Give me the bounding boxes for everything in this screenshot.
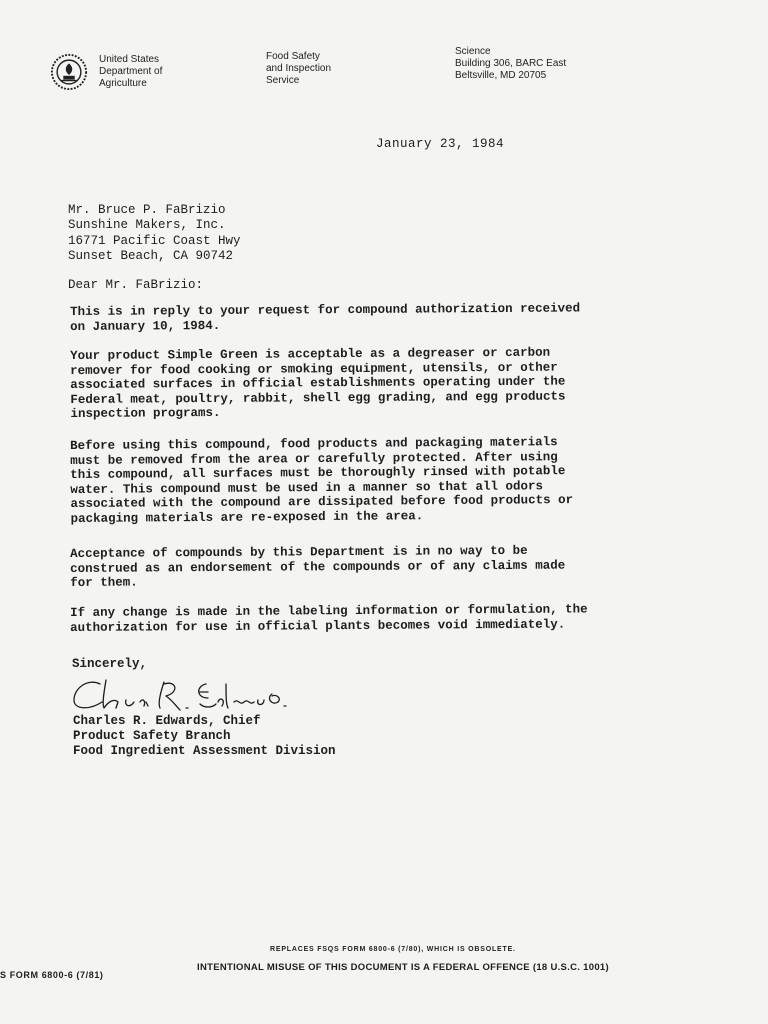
form-number: S FORM 6800-6 (7/81) — [0, 970, 104, 980]
form-replacement-note: REPLACES FSQS FORM 6800-6 (7/80), WHICH IS OBSOLETE. — [270, 946, 516, 953]
address-line: Beltsville, MD 20705 — [455, 70, 547, 81]
body-line: Your product Simple Green is acceptable as a degreaser or carbon — [70, 345, 551, 363]
body-line: on January 10, 1984. — [70, 318, 221, 334]
body-line: Acceptance of compounds by this Department is in no way to be — [70, 543, 528, 561]
address-line: Building 306, BARC East — [455, 58, 567, 69]
agency-line: Department of — [99, 66, 163, 77]
recipient-line: Mr. Bruce P. FaBrizio — [68, 203, 226, 217]
misuse-warning: INTENTIONAL MISUSE OF THIS DOCUMENT IS A FEDERAL OFFENCE (18 U.S.C. 1001) — [197, 962, 609, 973]
service-line: Service — [266, 75, 300, 86]
body-line: authorization for use in official plants becomes void immediately. — [70, 617, 566, 635]
signer-line: Charles R. Edwards, Chief — [73, 714, 261, 728]
body-line: packaging materials are re-exposed in the area. — [70, 509, 424, 526]
agency-line: United States — [99, 54, 160, 65]
body-line: construed as an endorsement of the compounds or of any claims made — [70, 558, 566, 576]
agency-name — [99, 54, 162, 90]
service-line: and Inspection — [266, 63, 332, 74]
recipient-line: Sunset Beach, CA 90742 — [68, 248, 234, 263]
body-line: must be removed from the area or carefully protected. After using — [70, 449, 558, 468]
usda-seal-icon — [50, 53, 88, 91]
body-line: for them. — [70, 575, 138, 591]
letter-date: January 23, 1984 — [376, 137, 505, 151]
service-name — [266, 51, 331, 87]
salutation: Dear Mr. FaBrizio: — [68, 278, 204, 292]
service-line: Food Safety — [266, 51, 320, 62]
body-line: this compound, all surfaces must be thoroughly rinsed with potable — [70, 464, 566, 483]
body-line: remover for food cooking or smoking equipment, utensils, or other — [70, 360, 558, 378]
recipient-line: Sunshine Makers, Inc. — [68, 218, 226, 233]
body-line: water. This compound must be used in a manner so that all odors — [70, 479, 544, 497]
body-paragraph — [70, 301, 580, 334]
signer-block — [73, 714, 336, 759]
body-line: associated surfaces in official establishments operating under the — [70, 374, 566, 393]
body-line: associated with the compound are dissipated before food products or — [70, 493, 574, 512]
signer-line: Product Safety Branch — [73, 729, 231, 743]
signer-line: Food Ingredient Assessment Division — [73, 744, 336, 758]
closing: Sincerely, — [72, 657, 148, 671]
recipient-address — [68, 203, 241, 264]
body-line: inspection programs. — [70, 406, 221, 422]
body-paragraph — [70, 602, 588, 635]
body-line: Before using this compound, food products and packaging materials — [70, 435, 558, 453]
body-line: If any change is made in the labeling information or formulation, the — [70, 602, 588, 620]
body-paragraph — [70, 435, 573, 527]
office-address — [455, 46, 566, 82]
body-paragraph — [70, 346, 566, 422]
handwritten-signature — [68, 672, 298, 718]
agency-line: Agriculture — [99, 78, 147, 89]
body-paragraph — [70, 544, 565, 591]
body-line: This is in reply to your request for compound authorization received — [70, 301, 581, 319]
body-line: Federal meat, poultry, rabbit, shell egg grading, and egg products — [70, 389, 566, 407]
recipient-line: 16771 Pacific Coast Hwy — [68, 233, 241, 248]
address-line: Science — [455, 46, 491, 57]
